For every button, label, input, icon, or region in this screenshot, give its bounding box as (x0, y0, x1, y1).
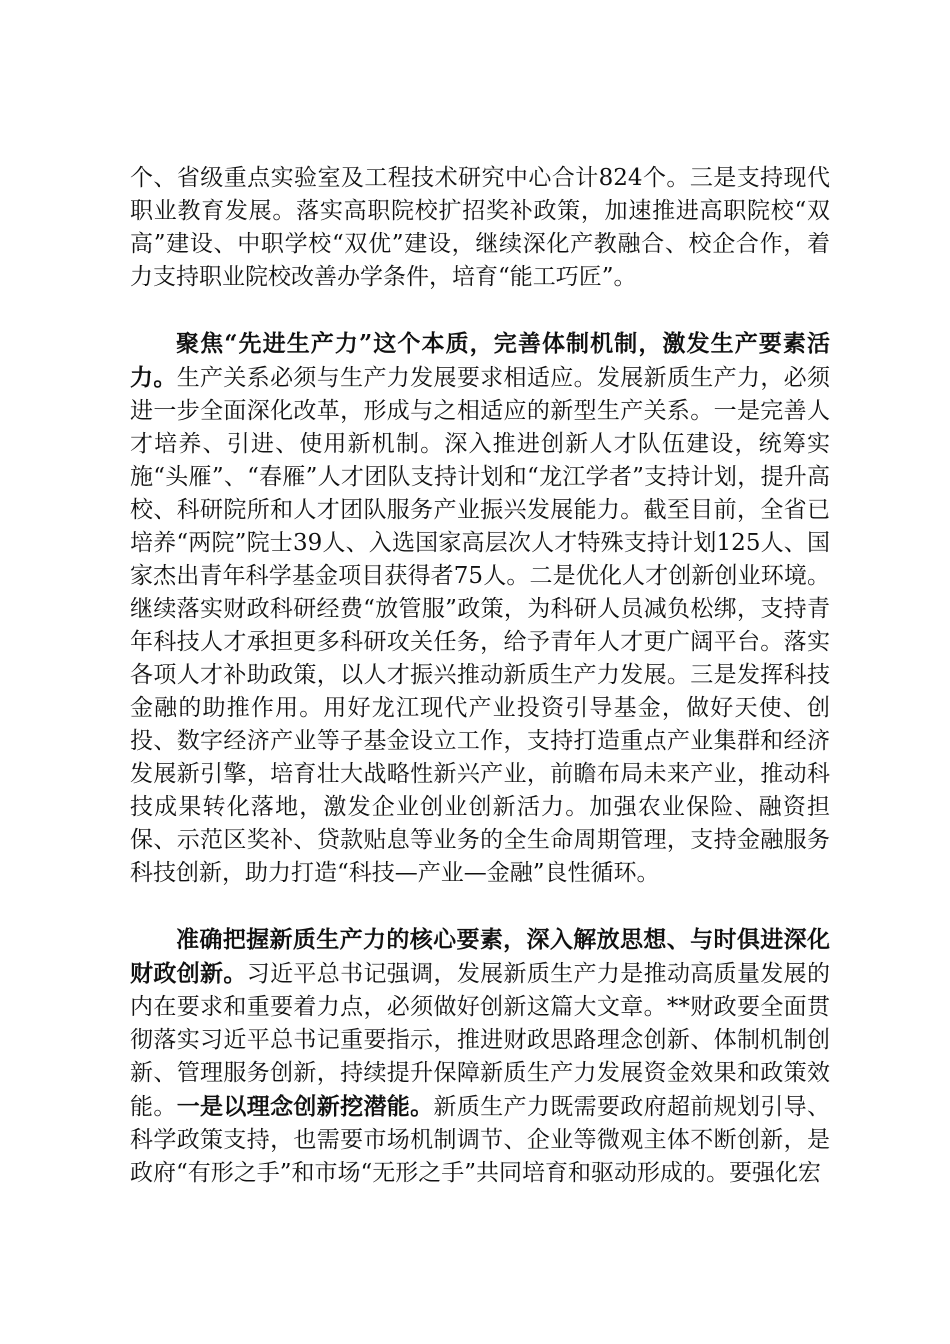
paragraph-2-text: 生产关系必须与生产力发展要求相适应。发展新质生产力，必须进一步全面深化改革，形成与之相适应的新型生产关系。一是完善人才培养、引进、使用新机制。深入推进创新人才队伍建设，统筹实施“头雁”、“春雁”人才团队支持计划和“龙江学者”支持计划，提升高校、科研院所和人才团队服务产业振兴发展能力。截至目前，全省已培养“两院”院士39人、入选国家高层次人才特殊支持计划125人、国家杰出青年科学基金项目获得者75人。二是优化人才创新创业环境。继续落实财政科研经费“放管服”政策，为科研人员减负松绑，支持青年科技人才承担更多科研攻关任务，给予青年人才更广阔平台。落实各项人才补助政策，以人才振兴推动新质生产力发展。三是发挥科技金融的助推作用。用好龙江现代产业投资引导基金，做好天使、创投、数字经济产业等子基金设立工作，支持打造重点产业集群和经济发展新引擎，培育壮大战略性新兴产业，前瞻布局未来产业，推动科技成果转化落地，激发企业创业创新活力。加强农业保险、融资担保、示范区奖补、贷款贴息等业务的全生命周期管理，支持金融服务科技创新，助力打造“科技—产业—金融”良性循环。 (130, 365, 831, 886)
paragraph-2 (130, 327, 830, 890)
paragraph-3-text: 习近平总书记强调，发展新质生产力是推动高质量发展的内在要求和重要着力点，必须做好创新这篇大文章。**财政要全面贯彻落实习近平总书记重要指示，推进财政思路理念创新、体制机制创新、管理服务创新，持续提升保障新质生产力发展资金效果和政策效能。 (130, 961, 831, 1120)
paragraph-3-heading: 准确把握新质生产力的核心要素，深入解放思想、与时俱进深化财政创新。 (130, 926, 830, 987)
paragraph-1-text: 个、省级重点实验室及工程技术研究中心合计824个。三是支持现代职业教育发展。落实高职院校扩招奖补政策，加速推进高职院校“双高”建设、中职学校“双优”建设，继续深化产教融合、校企合作，着力支持职业院校改善办学条件，培育“能工巧匠”。 (130, 165, 830, 290)
paragraph-2-heading: 聚焦“先进生产力”这个本质，完善体制机制，激发生产要素活力。 (130, 330, 830, 391)
document-page (130, 162, 830, 1223)
paragraph-3-text-continued: 新质生产力既需要政府超前规划引导、科学政策支持，也需要市场机制调节、企业等微观主体不断创新，是政府“有形之手”和市场“无形之手”共同培育和驱动形成的。要强化宏 (130, 1094, 831, 1186)
paragraph-1 (130, 162, 830, 294)
paragraph-3 (130, 923, 830, 1190)
paragraph-3-subheading: 一是以理念创新挖潜能。 (176, 1093, 434, 1120)
